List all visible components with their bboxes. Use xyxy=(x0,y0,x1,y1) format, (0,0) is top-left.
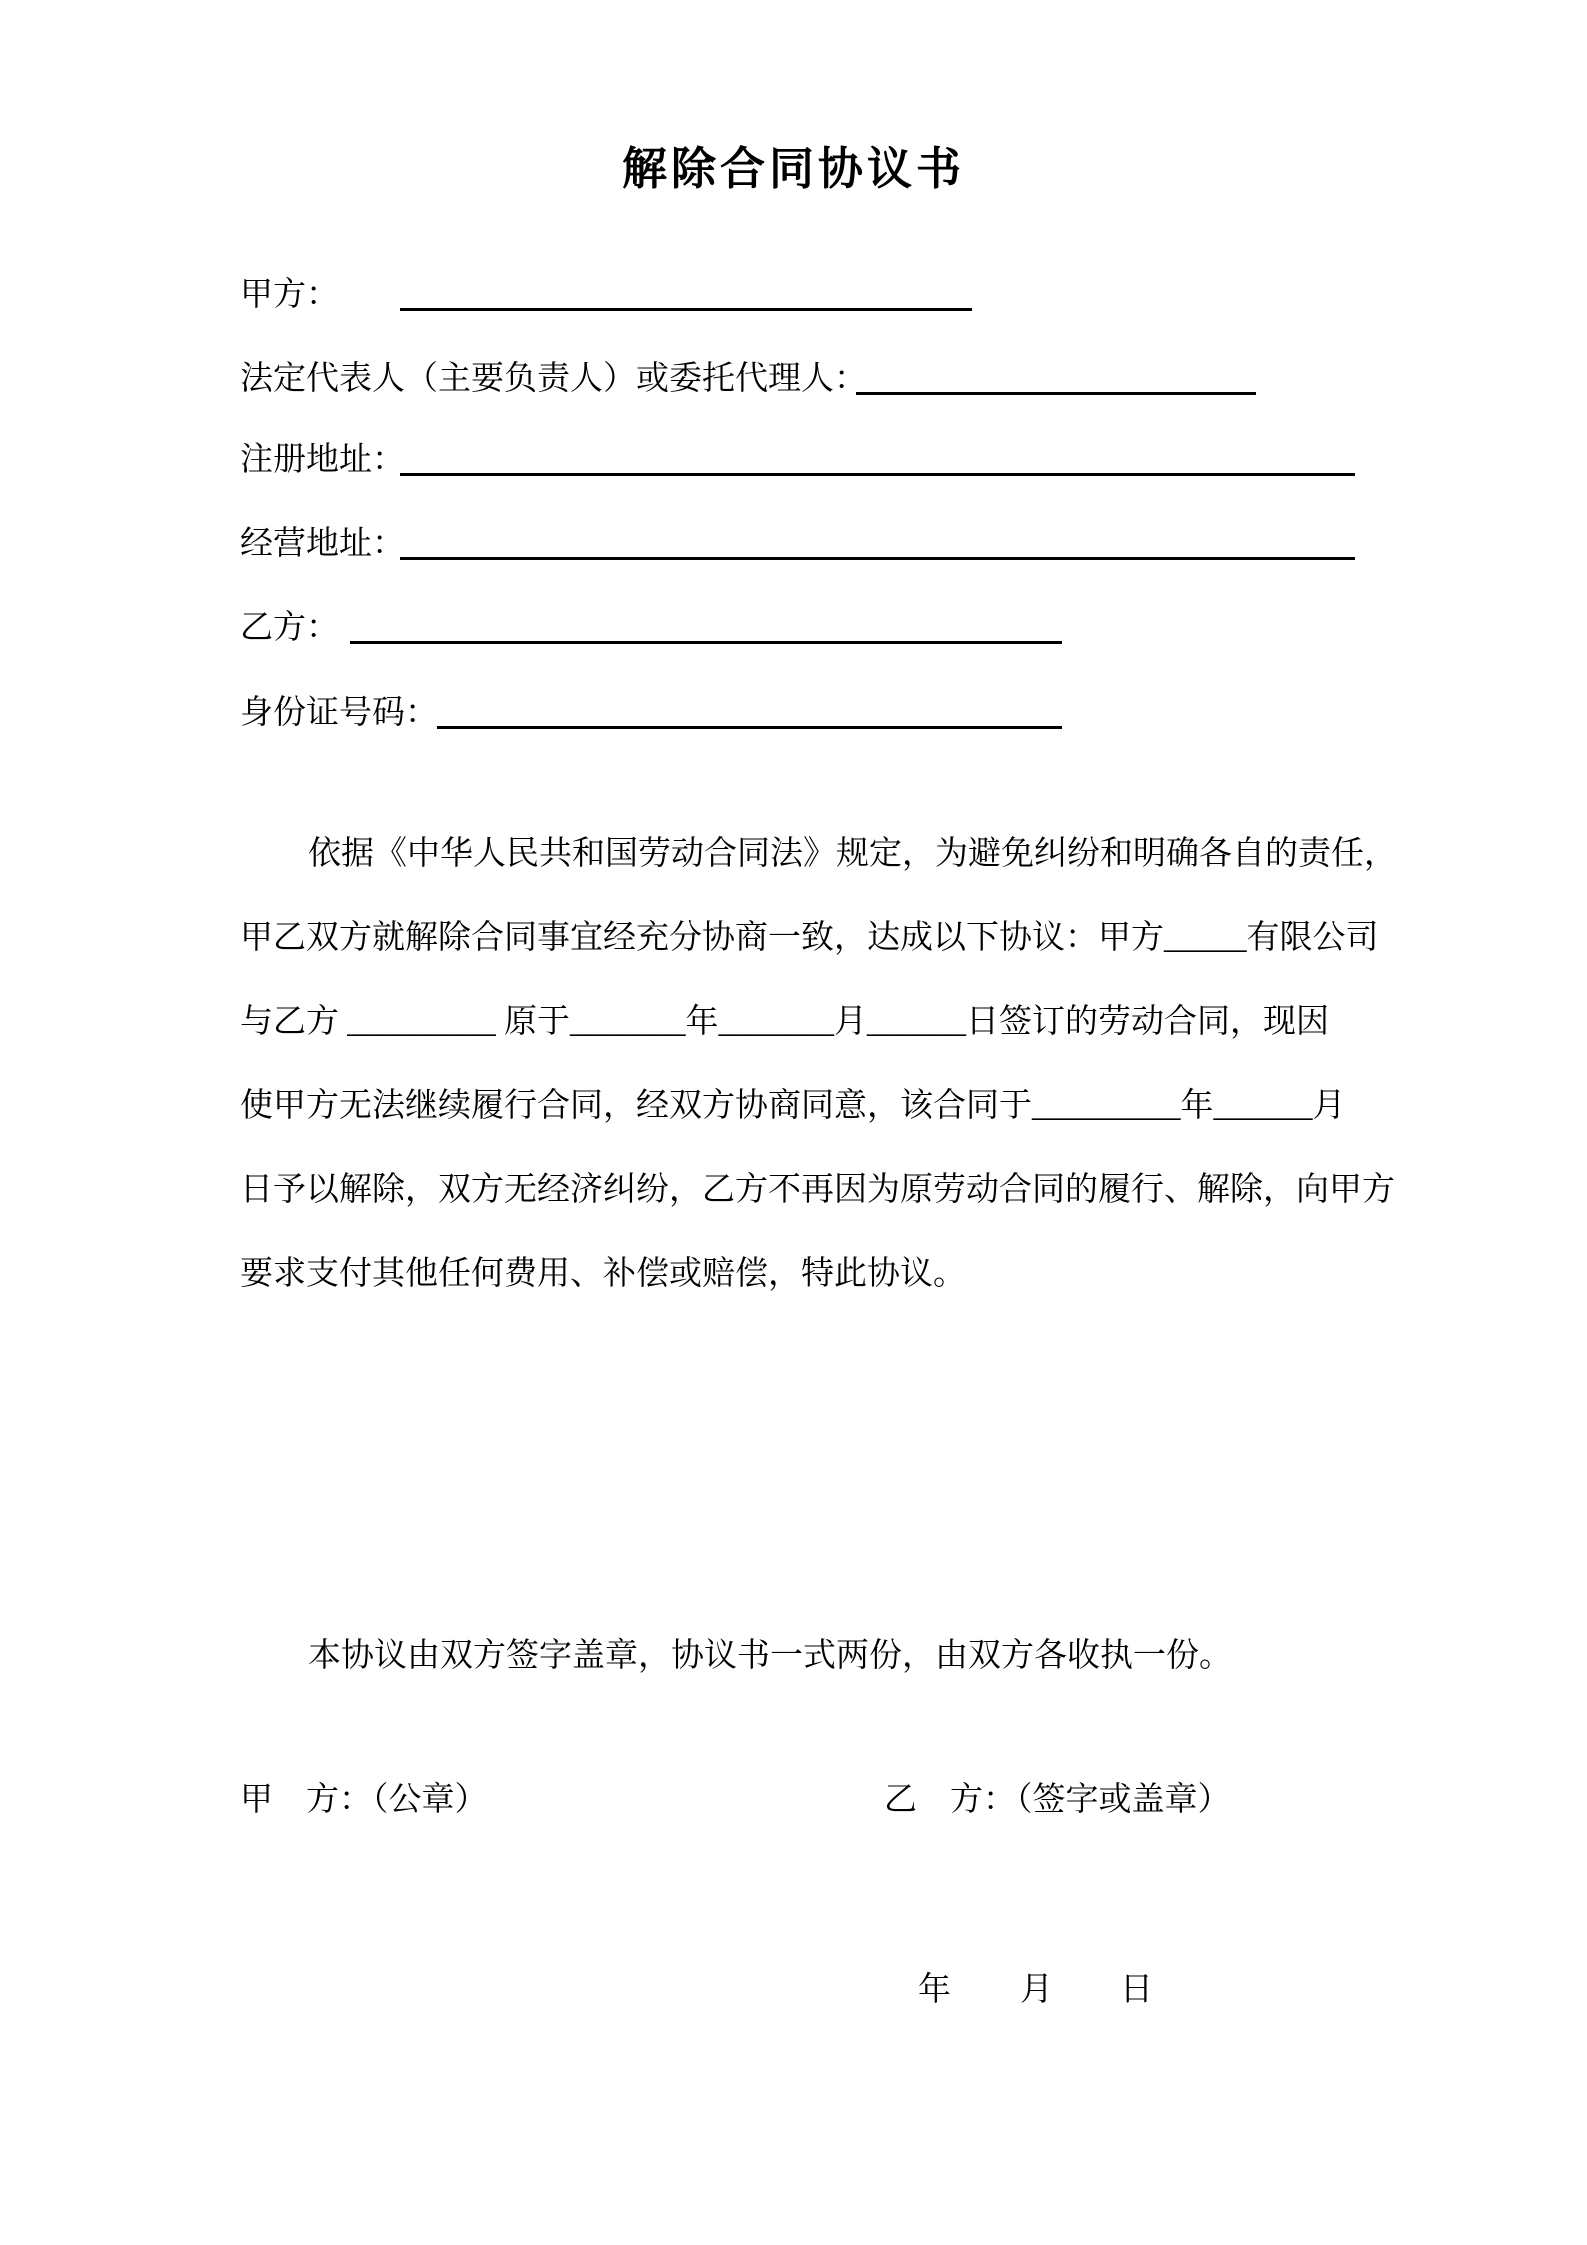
signature-label-party-a: 甲 方：（公章） xyxy=(240,1782,488,1818)
field-label-party-b-name: 乙方： xyxy=(240,610,339,646)
field-blank-business-address[interactable] xyxy=(400,557,1355,560)
field-label-party-a-name: 甲方： xyxy=(240,277,339,313)
field-blank-party-b-name[interactable] xyxy=(350,641,1062,644)
date-day-label: 日 xyxy=(1120,1972,1153,2008)
field-label-business-address: 经营地址： xyxy=(240,526,405,562)
date-year-label: 年 xyxy=(918,1972,951,2008)
body-line-6: 要求支付其他任何费用、补偿或赔偿，特此协议。 xyxy=(240,1256,966,1292)
field-blank-legal-representative[interactable] xyxy=(856,392,1256,395)
field-blank-id-number[interactable] xyxy=(437,726,1062,729)
body-line-4: 使甲方无法继续履行合同，经双方协商同意，该合同于_________年______月 xyxy=(240,1088,1346,1124)
body-line-1: 依据《中华人民共和国劳动合同法》规定，为避免纠纷和明确各自的责任， xyxy=(308,836,1397,872)
field-blank-party-a-name[interactable] xyxy=(400,308,972,311)
field-blank-registered-address[interactable] xyxy=(400,473,1355,476)
document-title: 解除合同协议书 xyxy=(621,144,965,194)
closing-sentence: 本协议由双方签字盖章，协议书一式两份，由双方各收执一份。 xyxy=(308,1638,1232,1674)
field-label-legal-representative: 法定代表人（主要负责人）或委托代理人： xyxy=(240,361,867,397)
field-label-registered-address: 注册地址： xyxy=(240,442,405,478)
date-month-label: 月 xyxy=(1020,1972,1053,2008)
body-line-3: 与乙方 _________ 原于_______年_______月______日签订的劳动合同，现因 xyxy=(240,1004,1329,1040)
body-line-5: 日予以解除，双方无经济纠纷，乙方不再因为原劳动合同的履行、解除，向甲方 xyxy=(240,1172,1395,1208)
signature-label-party-b: 乙 方：（签字或盖章） xyxy=(884,1782,1231,1818)
agreement-body xyxy=(240,836,1397,1340)
field-label-id-number: 身份证号码： xyxy=(240,695,438,731)
body-line-2: 甲乙双方就解除合同事宜经充分协商一致，达成以下协议：甲方_____有限公司 xyxy=(240,920,1379,956)
